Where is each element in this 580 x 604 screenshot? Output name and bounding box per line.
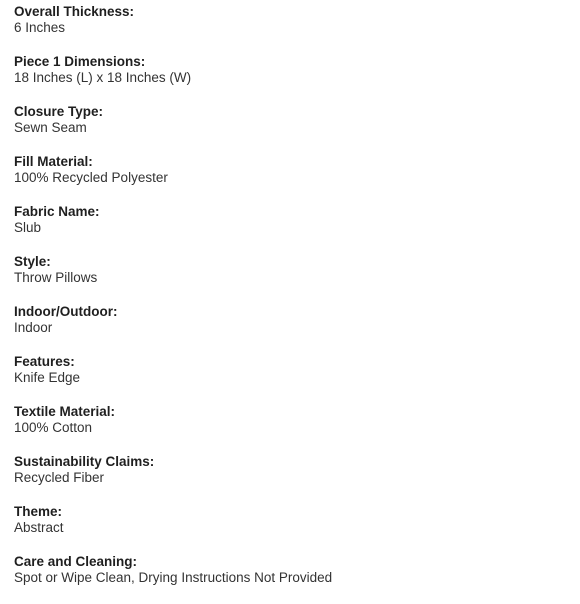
spec-label: Piece 1 Dimensions: <box>14 54 146 69</box>
spec-style <box>14 254 566 304</box>
spec-indoor-outdoor <box>14 304 566 354</box>
spec-value: 100% Recycled Polyester <box>14 170 168 185</box>
spec-value: 6 Inches <box>14 20 66 35</box>
spec-label: Indoor/Outdoor: <box>14 304 118 319</box>
spec-textile-material <box>14 404 566 454</box>
spec-fill-material <box>14 154 566 204</box>
spec-label: Textile Material: <box>14 404 116 419</box>
spec-closure-type <box>14 104 566 154</box>
spec-value: Recycled Fiber <box>14 470 105 485</box>
spec-theme <box>14 504 566 554</box>
spec-value: Sewn Seam <box>14 120 87 135</box>
spec-label: Closure Type: <box>14 104 104 119</box>
spec-label: Style: <box>14 254 51 269</box>
spec-value: Slub <box>14 220 42 235</box>
spec-label: Overall Thickness: <box>14 4 135 19</box>
spec-label: Features: <box>14 354 75 369</box>
spec-piece-1-dimensions <box>14 54 566 104</box>
spec-overall-thickness <box>14 4 566 54</box>
spec-sustainability-claims <box>14 454 566 504</box>
spec-label: Sustainability Claims: <box>14 454 155 469</box>
spec-value: 18 Inches (L) x 18 Inches (W) <box>14 70 192 85</box>
spec-label: Care and Cleaning: <box>14 554 138 569</box>
spec-label: Fill Material: <box>14 154 93 169</box>
product-specifications-list <box>14 4 566 604</box>
spec-care-and-cleaning <box>14 554 566 604</box>
spec-label: Fabric Name: <box>14 204 100 219</box>
spec-fabric-name <box>14 204 566 254</box>
spec-label: Theme: <box>14 504 63 519</box>
spec-value: Abstract <box>14 520 64 535</box>
spec-value: Throw Pillows <box>14 270 98 285</box>
spec-value: 100% Cotton <box>14 420 93 435</box>
spec-features <box>14 354 566 404</box>
spec-value: Indoor <box>14 320 53 335</box>
spec-value: Knife Edge <box>14 370 81 385</box>
spec-value: Spot or Wipe Clean, Drying Instructions Not Provided <box>14 570 333 585</box>
